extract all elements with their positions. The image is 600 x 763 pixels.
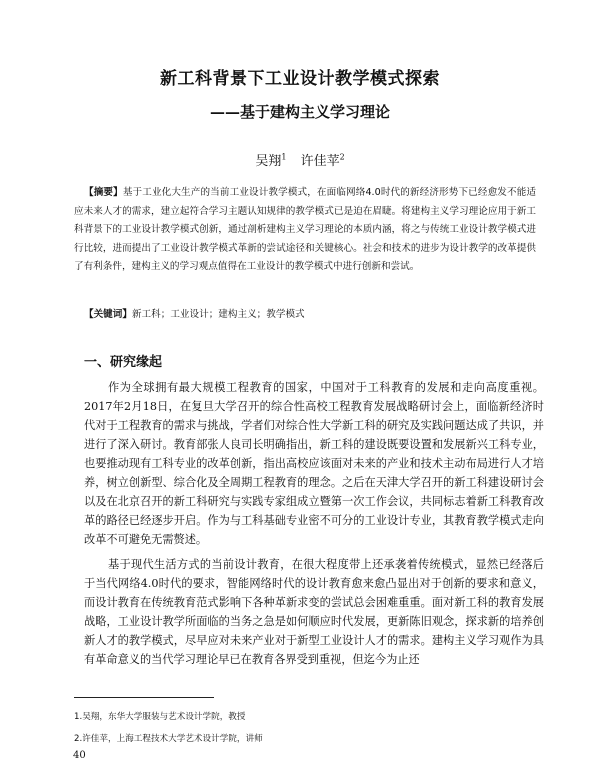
abstract — [74, 184, 536, 277]
author-name: 许佳苹 — [300, 154, 340, 169]
author-footnote-mark: 2 — [339, 152, 345, 162]
footnote: 2.许佳苹，上海工程技术大学艺术设计学院，讲师 — [74, 734, 263, 744]
author-footnote-mark: 1 — [281, 152, 287, 162]
section-heading: 一、研究缘起 — [84, 355, 163, 370]
keywords-label: 【关键词】 — [84, 309, 132, 320]
keywords-text: 新工科；工业设计；建构主义；教学模式 — [131, 309, 305, 320]
body-paragraph: 基于现代生活方式的当前设计教育，在很大程度带上还承袭着传统模式，显然已经落后于当代网络4.0时代的要求，智能网络时代的设计教育愈来愈凸显出对于创新的要求和意义，而设计教育在传统教育范式影响下各种革新求变的尝试总会困难重重。面对新工科的教育发展战略，工业设计教学所面临的当务之急是如何顺应时代发展，更新陈旧观念，探求新的培养创新人才的教学模式，尽早应对未来产业对于新型工业设计人才的需求。建构主义学习观作为具有革命意义的当代学习理论早已在教育各界受到重视，但迄今为止还 — [84, 558, 544, 666]
author-line — [0, 150, 600, 169]
footnote: 1.吴翔，东华大学服装与艺术设计学院，教授 — [74, 712, 246, 722]
author-name: 吴翔 — [255, 154, 282, 169]
page-number: 40 — [73, 750, 86, 761]
abstract-text: 基于工业化大生产的当前工业设计教学模式，在面临网络4.0时代的新经济形势下已经愈发不能适应未来人才的需求，建立起符合学习主题认知规律的教学模式已是迫在眉睫。将建构主义学习理论应用于新工科背景下的工业设计教学模式创新，通过剖析建构主义学习理论的本质内涵，将之与传统工业设计教学模式进行比较，进而提出了工业设计教学模式革新的尝试途径和关键核心。社会和技术的进步为设计教学的改革提供了有利条件，建构主义的学习观点值得在工业设计的教学模式中进行创新和尝试。 — [74, 187, 536, 273]
footnote-divider — [74, 697, 214, 698]
body-paragraph: 作为全球拥有最大规模工程教育的国家，中国对于工科教育的发展和走向高度重视。2017年2月18日，在复旦大学召开的综合性高校工程教育发展战略研讨会上，面临新经济时代对于工程教育的需求与挑战，学者们对综合性大学新工科的研究及实践问题达成了共识，并进行了深入研讨。教育部张人良司长明确指出，新工科的建设既要设置和发展新兴工科专业，也要推动现有工科专业的改革创新，指出高校应该面对未来的产业和技术主动布局进行人才培养，树立创新型、综合化及全周期工程教育的理念。之后在天津大学召开的新工科建设研讨会以及在北京召开的新工科研究与实践专家组成立暨第一次工作会议，共同标志着新工科教育改革的路径已经逐步开启。作为与工科基础专业密不可分的工业设计专业，其教育教学模式走向改革不可避免无需赘述。 — [84, 381, 544, 546]
keywords — [84, 306, 534, 320]
paper-subtitle: ——基于建构主义学习理论 — [209, 103, 390, 121]
paper-title: 新工科背景下工业设计教学模式探索 — [160, 69, 440, 89]
abstract-label: 【摘要】 — [84, 187, 123, 198]
